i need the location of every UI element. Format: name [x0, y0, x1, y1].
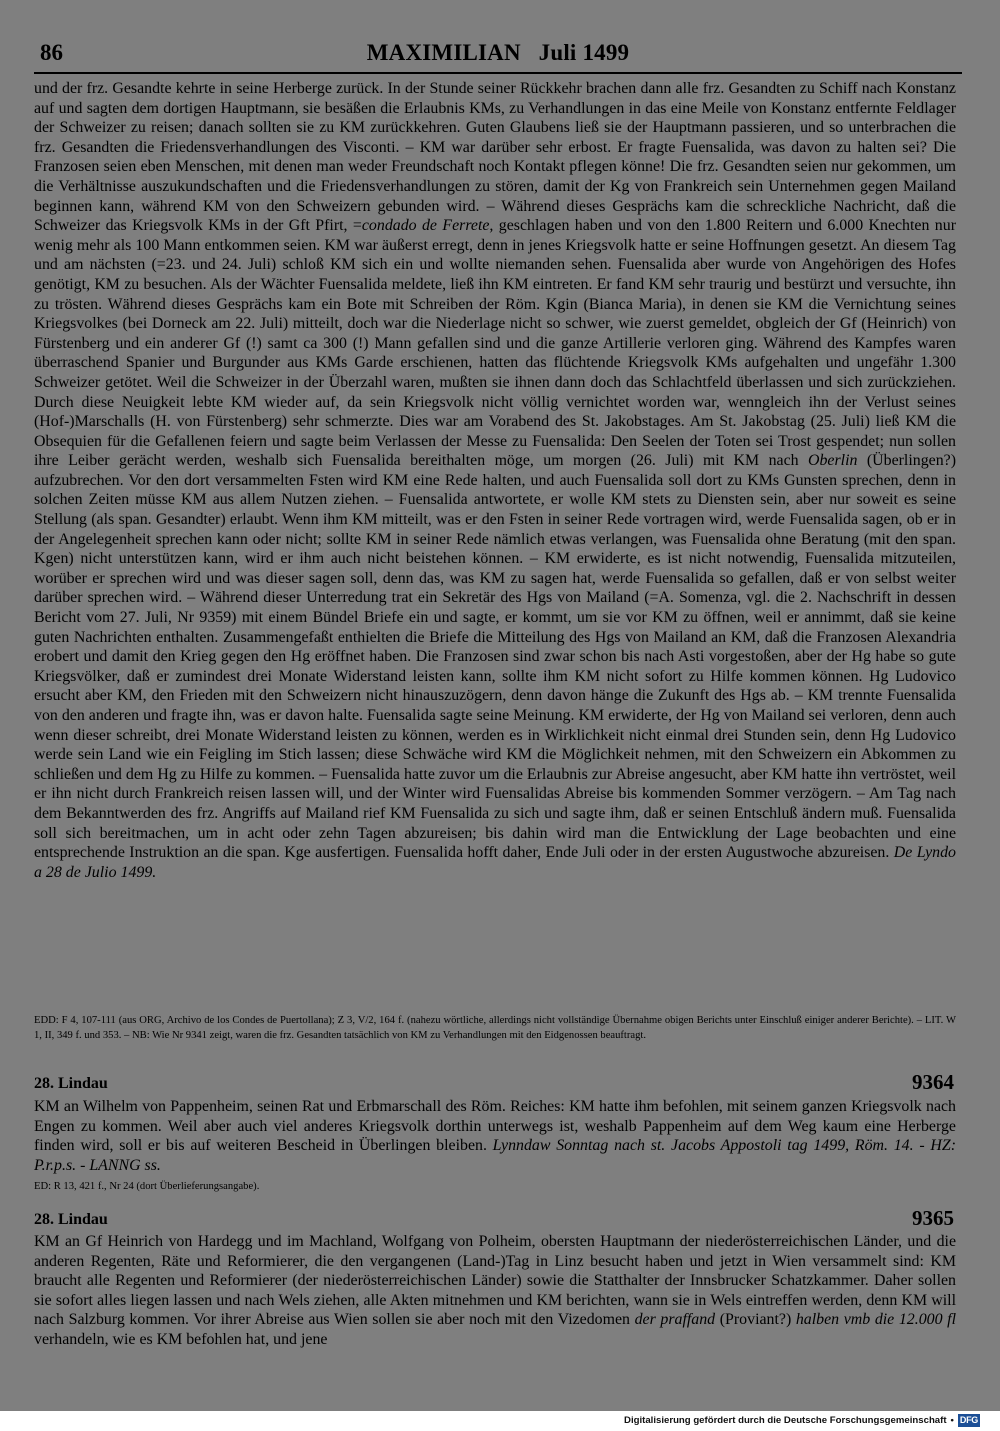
running-title: MAXIMILIAN Juli 1499 [366, 40, 630, 65]
body-text: (Überlingen?) aufzubrechen. Vor den dort versammelten Fsten wird KM eine Rede halten, und auch Fuensalida soll dort zu KMs Gunsten sprechen, denn in solchen Zeiten müsse KM aus allem Nutzen ziehen. – Fuensalida antwortete, er wolle KM stets zu Diensten sein, aber nur soweit es seine Stellung (als span. Gesandter) erlaubt. Wenn ihm KM mitteilt, was er den Fsten in seiner Rede vortragen wird, werde Fuensalida sagen, ob er in der Angelegenheit sprechen kann oder nicht; sollte KM in seiner Rede nämlich etwas verlangen, was Fuensalida ohne Beratung (mit den span. Kgen) nicht unterstützen kann, wird er ihm auch nicht beistehen können. – KM erwiderte, es ist nicht notwendig, Fuensalida mitzuteilen, worüber er sprechen wird und was dieser sagen soll, denn das, was KM zu sagen hat, werde Fuensalida so gefallen, daß er von selbst weiter darüber sprechen wird. – Während dieser Unterredung trat ein Sekretär des Hgs von Mailand (=A. Somenza, vgl. die 2. Nachschrift in dessen Bericht vom 27. Juli, Nr 9359) mit einem Bündel Briefe ein und sagte, er kommt, um sie vor KM zu öffnen, weil er annimmt, daß sie keine guten Nachrichten enthalten. Zusammengefaßt enthielten die Briefe die Mitteilung des Hgs von Mailand an KM, daß die Franzosen Alexandria erobert und damit den Krieg gegen den Hg eröffnet haben. Die Franzosen sind zwar schon bis nach Asti vorgestoßen, aber der Hg habe so gute Kriegsvölker, daß er zumindest drei Monate Widerstand leisten kann, sollte ihm KM nicht sofort zu Hilfe kommen können. Hg Ludovico ersucht aber KM, den Frieden mit den Schweizern nicht hinauszuzögern, denn davon hänge die Zukunft des Hgs ab. – KM trennte Fuensalida von den anderen und fragte ihn, was er davon halte. Fuensalida sagte seine Meinung. KM erwiderte, der Hg von Mailand sei verloren, denn auch wenn dieser schreibt, drei Monate Widerstand leisten zu können, werden es in Wirklichkeit nicht einmal drei Stunden sein, denn Hg Ludovico werde sein Land wie ein Feigling im Stich lassen; diese Schwäche wird KM die Möglichkeit nehmen, mit den Schweizern ein Abkommen zu schließen und dem Hg zu Hilfe zu kommen. – Fuensalida hatte zuvor um die Erlaubnis zur Abreise angesucht, aber KM hatte ihn vertröstet, weil er ihn nicht durch Frankreich reisen lassen will, und der Winter wird Fuensalidas Abreise bis kommenden Sommer verzögern. – Am Tag nach dem Bekanntwerden des frz. Angriffs auf Mailand rief KM Fuensalida zu sich und sagte ihm, daß er seinen Entschluß ändern muß. Fuensalida soll sich bereitmachen, um in acht oder zehn Tagen abzureisen; bis dahin wird man die Entwicklung der Lage beobachten und eine entsprechende Instruktion an die span. Kge ausfertigen. Fuensalida hofft daher, Ende Juli oder in der ersten Augustwoche abzureisen. [34, 452, 956, 862]
entry-place-date: 28. Lindau [34, 1211, 108, 1228]
digitization-footer [624, 1414, 980, 1427]
entry-9365-heading [34, 1207, 954, 1231]
body-text: geschlagen haben und von den 1.800 Reitern und 6.000 Knechten nur wenig mehr als 100 Mann entkommen seien. KM war äußerst erregt, denn in jenes Kriegsvolk hatte er seine Hoffnungen gesetzt. An diesem Tag und am nächsten (=23. und 24. Juli) schloß KM sich ein und wollte niemanden sehen. Fuensalida aber wurde von Angehörigen des Hofes genötigt, KM zu besuchen. Als der Wächter Fuensalida meldete, ließ ihn KM eintreten. Er fand KM sehr traurig und bestürzt und versuchte, ihn zu trösten. Während dieses Gesprächs kam ein Bote mit Schreiben der Röm. Kgin (Bianca Maria), in denen sie KM die Vernichtung seines Kriegsvolkes (bei Dorneck am 22. Juli) mitteilt, doch war die Niederlage nicht so schwer, wie zuerst gemeldet, obgleich der Gf (Heinrich) von Fürstenberg und ein anderer Gf (!) samt ca 300 (!) Mann gefallen sind und die ganze Artillerie verloren ging. Während des Kampfes waren überraschend Spanier und Burgunder aus KMs Garde erschienen, hatten das flüchtende Kriegsvolk KMs aufgehalten und ungefähr 1.300 Schweizer getötet. Weil die Schweizer in der Überzahl waren, mußten sie ihnen dann doch das Schlachtfeld überlassen und sich zurückziehen. Durch diese Neuigkeit lebte KM wieder auf, da sein Kriegsvolk nicht völlig vernichtet worden war, wenngleich ihn der Verlust seines (Hof-)Marschalls (H. von Fürstenberg) sehr schmerzte. Dies war am Vorabend des St. Jakobstages. Am St. Jakobstag (25. Juli) ließ KM die Obsequien für die Gefallenen feiern und sagte beim Verlassen der Messe zu Fuensalida: Den Seelen der Toten sei Trost gespendet; nun sollen ihre Leiber gerächt werden, weshalb sich Fuensalida bereithalten möge, um morgen (26. Juli) mit KM nach [34, 217, 956, 470]
entry-9364-apparatus-note: ED: R 13, 421 f., Nr 24 (dort Überlieferungsangabe). [34, 1181, 260, 1192]
entry-place-date: 28. Lindau [34, 1075, 108, 1092]
entry-9364-body [34, 1097, 956, 1175]
body-italic-text: Oberlin [808, 452, 858, 470]
entry-9364-heading [34, 1071, 954, 1095]
body-italic-text: Lynndaw Sonntag nach st. Jacobs Appostoli tag 1499, Röm. 14. - HZ: P.r.p.s. - LANNG ss. [34, 1137, 956, 1174]
body-italic-text: halben vmb die 12.000 fl [795, 1311, 956, 1329]
entry-9365-body [34, 1232, 956, 1350]
dfg-logo[interactable]: DFG [959, 1415, 978, 1425]
body-italic-text: condado de Ferrete, [361, 217, 494, 235]
body-text: verhandeln, wie es KM befohlen hat, und jene [34, 1330, 328, 1348]
body-italic-text: De Lyndo a 28 de Julio 1499. [34, 844, 956, 881]
body-text: (Proviant?) [715, 1311, 796, 1329]
entry-9363-apparatus-note: EDD: F 4, 107-111 (aus ORG, Archivo de los Condes de Puertollana); Z 3, V/2, 164 f. (nahezu wörtliche, allerdings nicht vollständige Übernahme obigen Berichts unter Einschluß einiger anderer Berichte). – LIT. W 1, II, 349 f. und 353. – NB: Wie Nr 9341 zeigt, waren die frz. Gesandten tatsächlich von KM zu Verhandlungen mit den Eidgenossen beauftragt. [34, 1015, 956, 1042]
body-text: KM an Gf Heinrich von Hardegg und im Machland, Wolfgang von Polheim, obersten Hauptmann der niederösterreichischen Länder, und die anderen Regenten, Räte und Reformierer, die den vergangenen (Land-)Tag in Linz besucht haben und jetzt in Wien versammelt sind: KM braucht alle Regenten und Reformierer (der niederösterreichischen Länder) sowie die Statthalter der Innsbrucker Schatzkammer. Daher sollen sie sofort alles liegen lassen und nach Wels ziehen, alle Akten mitnehmen und KM berichten, wann sie in Wels eintreffen werden, denn KM will nach Salzburg kommen. Vor ihrer Abreise aus Wien sollen sie aber noch mit den Vizedomen [34, 1233, 956, 1329]
entry-number: 9364 [912, 1070, 954, 1094]
entry-number: 9365 [912, 1206, 954, 1230]
entry-9363-body [34, 79, 956, 882]
page-number: 86 [40, 40, 63, 65]
body-italic-text: der praffand [634, 1311, 716, 1329]
footer-credit: Digitalisierung gefördert durch die Deutsche Forschungsgemeinschaft [624, 1415, 947, 1426]
header-rule [34, 72, 962, 74]
body-text: und der frz. Gesandte kehrte in seine Herberge zurück. In der Stunde seiner Rückkehr brachen dann alle frz. Gesandten zu Schiff nach Konstanz auf und sagten dem dortigen Hauptmann, sie besäßen die Erlaubnis KMs, zu Verhandlungen in das eine Meile von Konstanz entfernte Feldlager der Schweizer zu reisen; danach sollten sie zu KM zurückkehren. Guten Glaubens ließ sie der Hauptmann passieren, und so unterbrachen die frz. Gesandten die Friedensverhandlungen des Visconti. – KM war darüber sehr erbost. Er fragte Fuensalida, was davon zu halten sei? Die Franzosen seien eben Menschen, mit denen man weder Freundschaft noch Kontakt pflegen könne! Die frz. Gesandten seien nur gekommen, um die Verhältnisse auszukundschaften und die Friedensverhandlungen zu stören, damit der Kg von Frankreich sein Unternehmen gegen Mailand beginnen kann, während KM von den Schweizern gebunden wird. – Während dieses Gesprächs kam die schreckliche Nachricht, daß die Schweizer das Kriegsvolk KMs in der Gft Pfirt, = [34, 80, 956, 235]
body-text: KM an Wilhelm von Pappenheim, seinen Rat und Erbmarschall des Röm. Reiches: KM hatte ihm befohlen, mit seinem ganzen Kriegsvolk nach Engen zu kommen. Weil aber auch viel anderes Kriegsvolk dorthin unterwegs ist, weshalb Pappenheim auf dem Weg kaum eine Herberge finden wird, soll er bis auf weiteren Bescheid in Überlingen bleiben. [34, 1098, 956, 1155]
page-header [34, 40, 962, 70]
footer-separator: • [950, 1415, 954, 1426]
